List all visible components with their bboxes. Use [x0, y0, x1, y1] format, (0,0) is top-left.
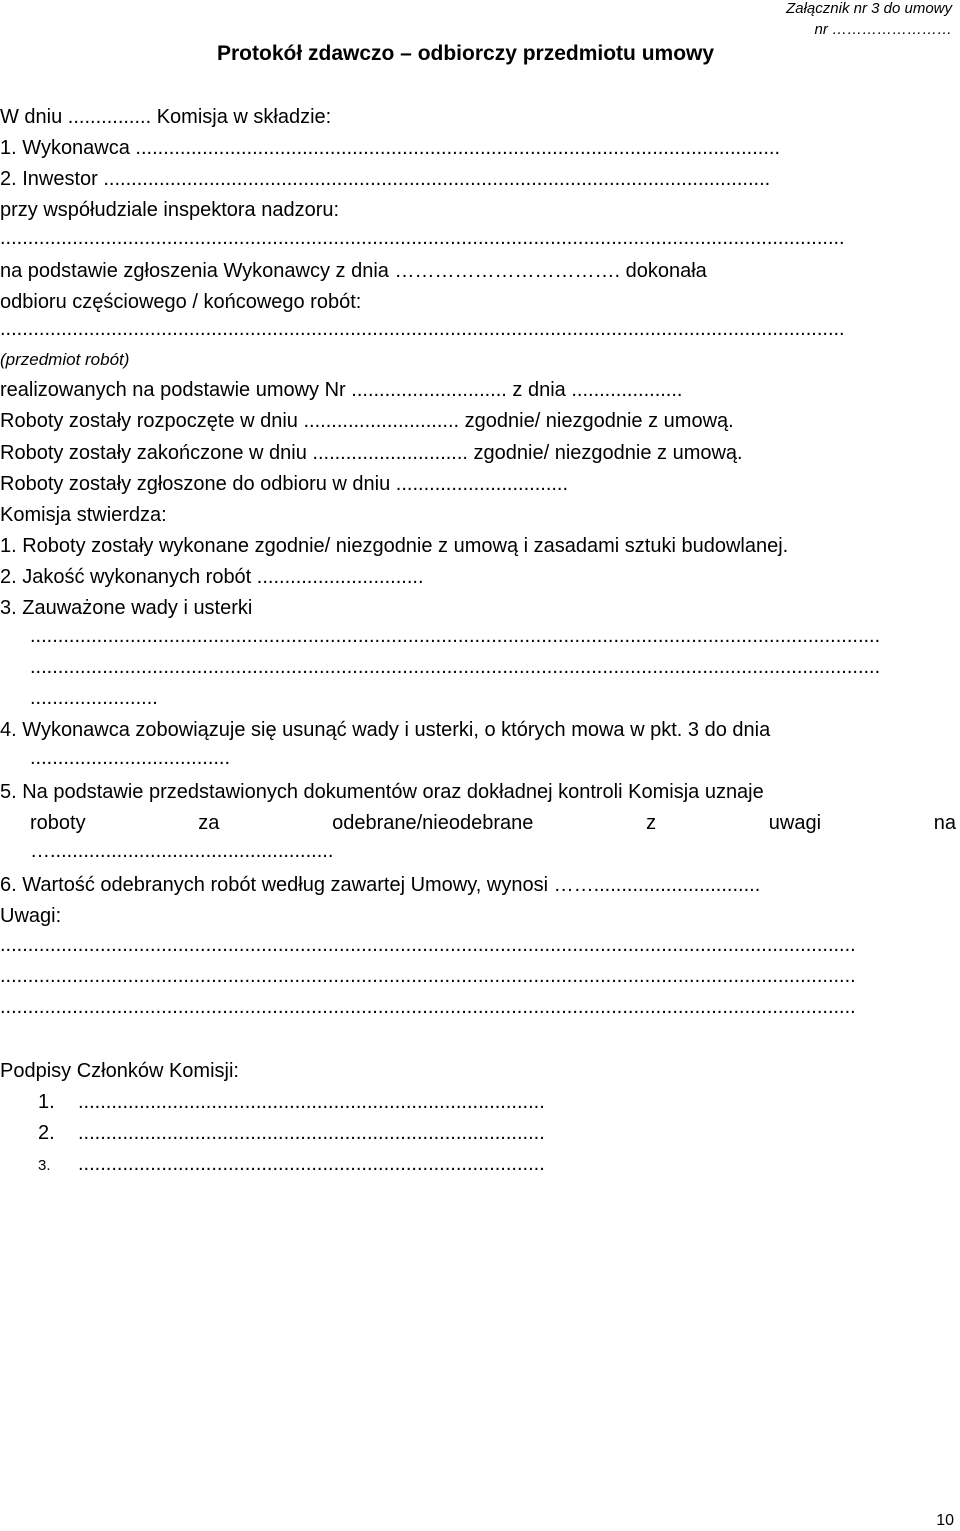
point-4: 4. Wykonawca zobowiązuje się usunąć wady i usterki, o których mowa w pkt. 3 do dnia	[0, 719, 771, 741]
point-5: 5. Na podstawie przedstawionych dokumentów oraz dokładnej kontroli Komisja uznaje	[0, 781, 764, 803]
point-5-word: odebrane/nieodebrane	[332, 812, 534, 834]
remarks-dots-3: ..........................................................................................................................................................	[0, 996, 856, 1018]
point-5-word: z	[646, 812, 657, 834]
defects-dots-3: .......................	[30, 687, 158, 709]
signature-dots: ....................................................................................	[78, 1122, 545, 1144]
point-6: 6. Wartość odebranych robót według zawartej Umowy, wynosi ……..............................	[0, 874, 761, 896]
defects-dots-2: .........................................................................................................................................................	[30, 656, 881, 678]
annex-number: nr ……………………	[814, 21, 952, 38]
page-number: 10	[936, 1512, 954, 1529]
signatures-heading: Podpisy Członków Komisji:	[0, 1060, 239, 1082]
started-line: Roboty zostały rozpoczęte w dniu ............................ zgodnie/ niezgodnie z umową.	[0, 410, 734, 432]
application-line: na podstawie zgłoszenia Wykonawcy z dnia ……………………………. dokonała	[0, 260, 707, 282]
point-5-continuation	[30, 810, 956, 836]
remarks-dots-1: ..........................................................................................................................................................	[0, 934, 856, 956]
point-5-word: roboty	[30, 812, 86, 834]
acceptance-line: odbioru częściowego / końcowego robót:	[0, 291, 362, 313]
finished-line: Roboty zostały zakończone w dniu ............................ zgodnie/ niezgodnie z umową.	[0, 442, 743, 464]
contract-line: realizowanych na podstawie umowy Nr ............................ z dnia ....................	[0, 379, 683, 401]
investor-line: 2. Inwestor ........................................................................................................................	[0, 168, 771, 190]
point-5-word: uwagi	[768, 812, 822, 834]
point-1: 1. Roboty zostały wykonane zgodnie/ niezgodnie z umową i zasadami sztuki budowlanej.	[0, 535, 789, 557]
subject-dots: ........................................................................................................................................................	[0, 318, 845, 340]
signature-line	[38, 1151, 545, 1179]
committee-states-heading: Komisja stwierdza:	[0, 504, 167, 526]
point-3: 3. Zauważone wady i usterki	[0, 597, 253, 619]
signature-number: 1.	[38, 1091, 55, 1113]
annex-label: Załącznik nr 3 do umowy	[786, 0, 952, 17]
point-2: 2. Jakość wykonanych robót ..............................	[0, 566, 424, 588]
contractor-line: 1. Wykonawca ....................................................................................................................	[0, 137, 780, 159]
document-title: Protokół zdawczo – odbiorczy przedmiotu umowy	[217, 42, 715, 65]
reported-line: Roboty zostały zgłoszone do odbioru w dniu ...............................	[0, 473, 569, 495]
date-committee-line: W dniu ............... Komisja w składzie:	[0, 106, 332, 128]
inspector-line: przy współudziale inspektora nadzoru:	[0, 199, 340, 221]
point-5-word: za	[198, 812, 220, 834]
signature-line	[38, 1120, 545, 1146]
inspector-dots: ........................................................................................................................................................	[0, 227, 845, 249]
defects-dots-1: .........................................................................................................................................................	[30, 625, 881, 647]
signature-dots: ....................................................................................	[78, 1091, 545, 1113]
remarks-dots-2: ..........................................................................................................................................................	[0, 965, 856, 987]
point-4-dots: ....................................	[30, 747, 231, 769]
signature-number: 3.	[38, 1157, 51, 1174]
subject-hint: (przedmiot robót)	[0, 350, 130, 369]
signature-line	[38, 1089, 545, 1115]
point-5-word: na	[933, 812, 956, 834]
remarks-heading: Uwagi:	[0, 905, 62, 927]
signature-number: 2.	[38, 1122, 55, 1144]
signature-dots: ....................................................................................	[78, 1153, 545, 1175]
point-5-dots: …...................................................	[30, 840, 334, 862]
